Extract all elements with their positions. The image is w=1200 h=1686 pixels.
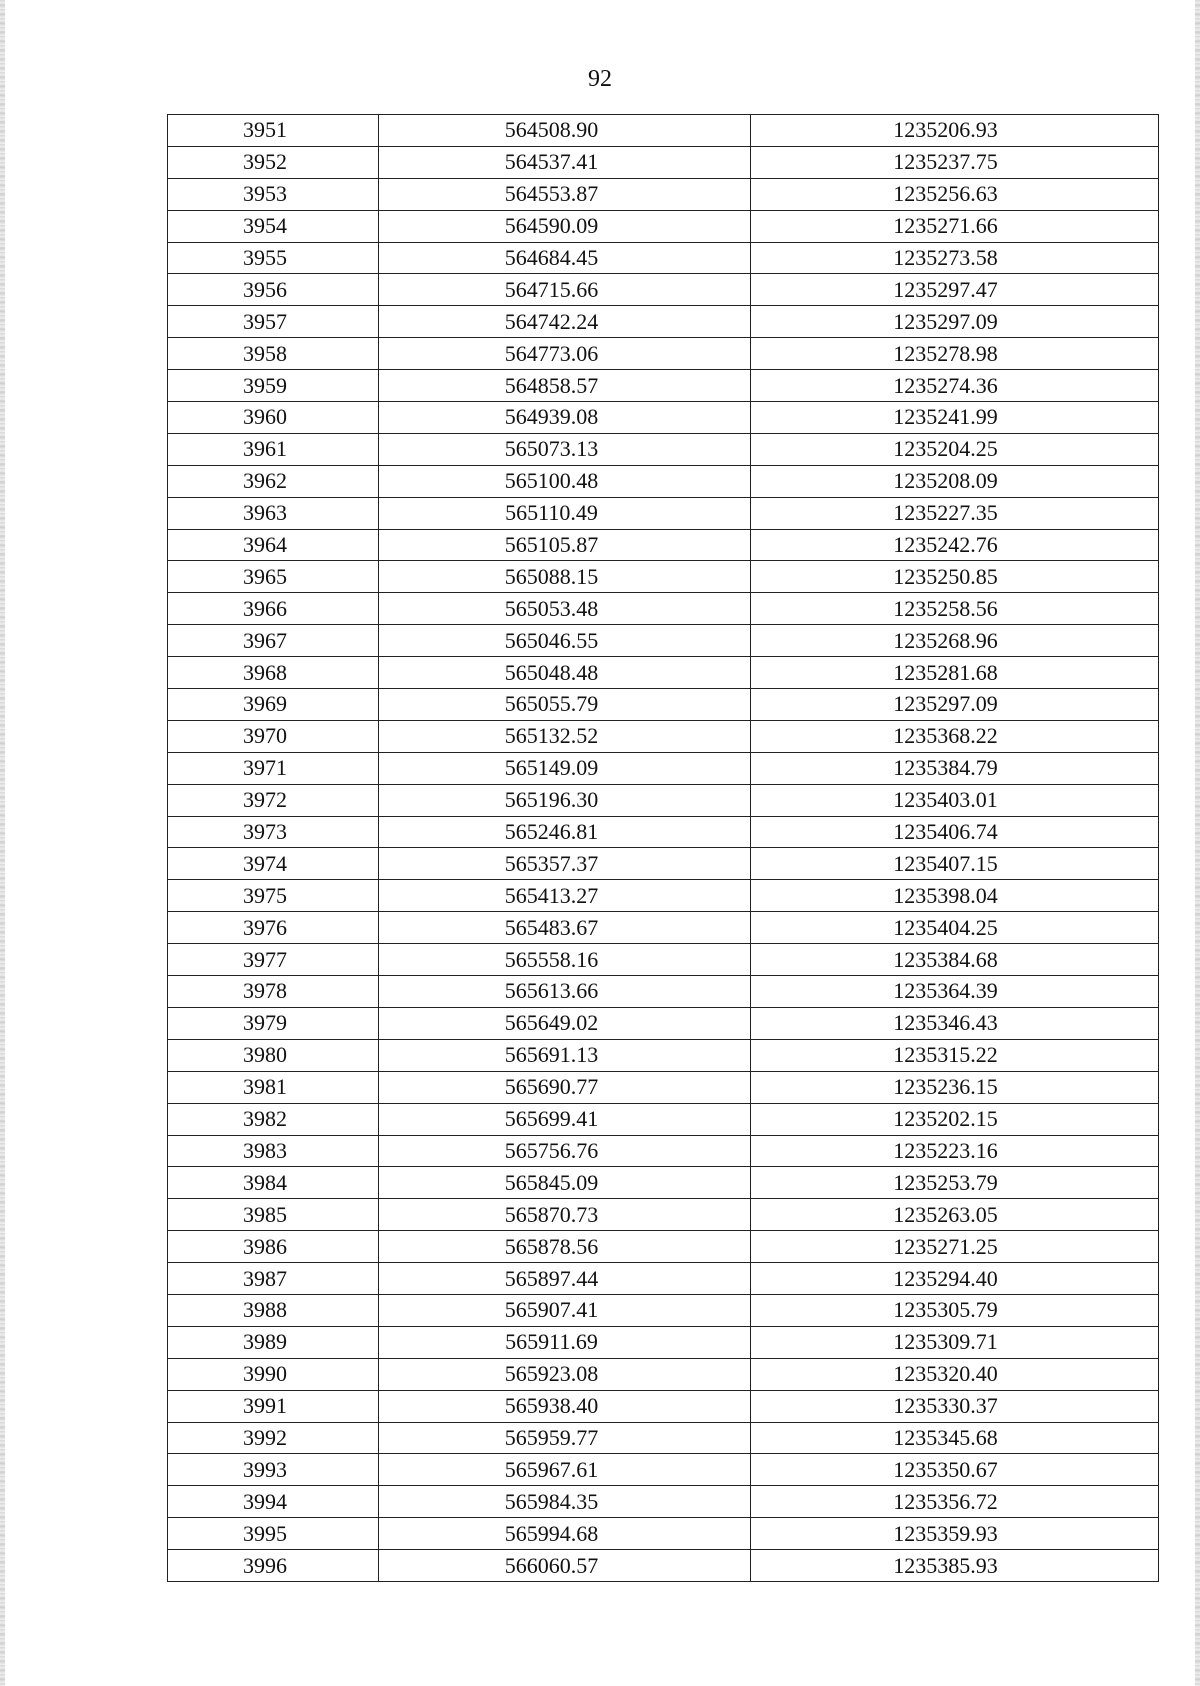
table-row	[168, 912, 1159, 944]
table-row	[168, 1358, 1159, 1390]
y-coordinate-cell: 1235297.09	[751, 306, 1159, 338]
coordinate-table	[167, 114, 1159, 1582]
table-row	[168, 402, 1159, 434]
x-coordinate-cell: 565756.76	[379, 1135, 751, 1167]
point-id-cell: 3961	[168, 433, 379, 465]
point-id-cell: 3994	[168, 1486, 379, 1518]
x-coordinate-cell: 565073.13	[379, 433, 751, 465]
y-coordinate-cell: 1235237.75	[751, 146, 1159, 178]
x-coordinate-cell: 564939.08	[379, 402, 751, 434]
y-coordinate-cell: 1235274.36	[751, 370, 1159, 402]
x-coordinate-cell: 565691.13	[379, 1039, 751, 1071]
x-coordinate-cell: 565357.37	[379, 848, 751, 880]
point-id-cell: 3981	[168, 1071, 379, 1103]
point-id-cell: 3958	[168, 338, 379, 370]
point-id-cell: 3970	[168, 720, 379, 752]
x-coordinate-cell: 565483.67	[379, 912, 751, 944]
x-coordinate-cell: 564508.90	[379, 115, 751, 147]
x-coordinate-cell: 565613.66	[379, 976, 751, 1008]
x-coordinate-cell: 565870.73	[379, 1199, 751, 1231]
point-id-cell: 3972	[168, 784, 379, 816]
x-coordinate-cell: 565558.16	[379, 944, 751, 976]
y-coordinate-cell: 1235271.66	[751, 210, 1159, 242]
table-row	[168, 178, 1159, 210]
x-coordinate-cell: 565100.48	[379, 465, 751, 497]
coordinate-table-body	[168, 115, 1159, 1582]
point-id-cell: 3993	[168, 1454, 379, 1486]
x-coordinate-cell: 565088.15	[379, 561, 751, 593]
y-coordinate-cell: 1235241.99	[751, 402, 1159, 434]
x-coordinate-cell: 564715.66	[379, 274, 751, 306]
point-id-cell: 3975	[168, 880, 379, 912]
table-row	[168, 465, 1159, 497]
point-id-cell: 3974	[168, 848, 379, 880]
table-row	[168, 1422, 1159, 1454]
y-coordinate-cell: 1235281.68	[751, 657, 1159, 689]
table-row	[168, 1199, 1159, 1231]
point-id-cell: 3985	[168, 1199, 379, 1231]
y-coordinate-cell: 1235359.93	[751, 1518, 1159, 1550]
point-id-cell: 3988	[168, 1294, 379, 1326]
table-row	[168, 115, 1159, 147]
x-coordinate-cell: 565132.52	[379, 720, 751, 752]
x-coordinate-cell: 564553.87	[379, 178, 751, 210]
x-coordinate-cell: 564590.09	[379, 210, 751, 242]
point-id-cell: 3960	[168, 402, 379, 434]
table-row	[168, 433, 1159, 465]
x-coordinate-cell: 566060.57	[379, 1550, 751, 1582]
point-id-cell: 3977	[168, 944, 379, 976]
y-coordinate-cell: 1235202.15	[751, 1103, 1159, 1135]
x-coordinate-cell: 565046.55	[379, 625, 751, 657]
x-coordinate-cell: 565246.81	[379, 816, 751, 848]
table-row	[168, 976, 1159, 1008]
point-id-cell: 3990	[168, 1358, 379, 1390]
point-id-cell: 3995	[168, 1518, 379, 1550]
y-coordinate-cell: 1235223.16	[751, 1135, 1159, 1167]
y-coordinate-cell: 1235398.04	[751, 880, 1159, 912]
x-coordinate-cell: 565110.49	[379, 497, 751, 529]
y-coordinate-cell: 1235364.39	[751, 976, 1159, 1008]
x-coordinate-cell: 565911.69	[379, 1326, 751, 1358]
x-coordinate-cell: 565923.08	[379, 1358, 751, 1390]
point-id-cell: 3971	[168, 752, 379, 784]
table-row	[168, 338, 1159, 370]
y-coordinate-cell: 1235320.40	[751, 1358, 1159, 1390]
scan-edge-left	[0, 0, 5, 1686]
x-coordinate-cell: 565994.68	[379, 1518, 751, 1550]
point-id-cell: 3951	[168, 115, 379, 147]
x-coordinate-cell: 565897.44	[379, 1263, 751, 1295]
point-id-cell: 3989	[168, 1326, 379, 1358]
x-coordinate-cell: 565690.77	[379, 1071, 751, 1103]
table-row	[168, 625, 1159, 657]
page-number: 92	[588, 66, 612, 92]
point-id-cell: 3978	[168, 976, 379, 1008]
table-row	[168, 1326, 1159, 1358]
y-coordinate-cell: 1235385.93	[751, 1550, 1159, 1582]
y-coordinate-cell: 1235330.37	[751, 1390, 1159, 1422]
table-row	[168, 529, 1159, 561]
x-coordinate-cell: 565105.87	[379, 529, 751, 561]
y-coordinate-cell: 1235258.56	[751, 593, 1159, 625]
table-row	[168, 880, 1159, 912]
y-coordinate-cell: 1235407.15	[751, 848, 1159, 880]
y-coordinate-cell: 1235350.67	[751, 1454, 1159, 1486]
point-id-cell: 3983	[168, 1135, 379, 1167]
x-coordinate-cell: 565699.41	[379, 1103, 751, 1135]
x-coordinate-cell: 565907.41	[379, 1294, 751, 1326]
point-id-cell: 3967	[168, 625, 379, 657]
point-id-cell: 3982	[168, 1103, 379, 1135]
x-coordinate-cell: 565413.27	[379, 880, 751, 912]
x-coordinate-cell: 565878.56	[379, 1231, 751, 1263]
point-id-cell: 3973	[168, 816, 379, 848]
y-coordinate-cell: 1235253.79	[751, 1167, 1159, 1199]
table-row	[168, 242, 1159, 274]
point-id-cell: 3996	[168, 1550, 379, 1582]
table-row	[168, 210, 1159, 242]
table-row	[168, 1294, 1159, 1326]
point-id-cell: 3954	[168, 210, 379, 242]
table-row	[168, 848, 1159, 880]
point-id-cell: 3984	[168, 1167, 379, 1199]
table-row	[168, 1454, 1159, 1486]
scan-edge-right	[1195, 0, 1200, 1686]
y-coordinate-cell: 1235384.68	[751, 944, 1159, 976]
y-coordinate-cell: 1235278.98	[751, 338, 1159, 370]
x-coordinate-cell: 564684.45	[379, 242, 751, 274]
y-coordinate-cell: 1235236.15	[751, 1071, 1159, 1103]
point-id-cell: 3980	[168, 1039, 379, 1071]
point-id-cell: 3953	[168, 178, 379, 210]
point-id-cell: 3969	[168, 689, 379, 721]
y-coordinate-cell: 1235346.43	[751, 1007, 1159, 1039]
y-coordinate-cell: 1235315.22	[751, 1039, 1159, 1071]
y-coordinate-cell: 1235204.25	[751, 433, 1159, 465]
y-coordinate-cell: 1235305.79	[751, 1294, 1159, 1326]
point-id-cell: 3991	[168, 1390, 379, 1422]
point-id-cell: 3964	[168, 529, 379, 561]
y-coordinate-cell: 1235242.76	[751, 529, 1159, 561]
table-row	[168, 306, 1159, 338]
x-coordinate-cell: 565649.02	[379, 1007, 751, 1039]
y-coordinate-cell: 1235345.68	[751, 1422, 1159, 1454]
point-id-cell: 3962	[168, 465, 379, 497]
table-row	[168, 593, 1159, 625]
table-row	[168, 1103, 1159, 1135]
y-coordinate-cell: 1235268.96	[751, 625, 1159, 657]
table-row	[168, 370, 1159, 402]
point-id-cell: 3966	[168, 593, 379, 625]
table-row	[168, 274, 1159, 306]
table-row	[168, 816, 1159, 848]
x-coordinate-cell: 565196.30	[379, 784, 751, 816]
point-id-cell: 3959	[168, 370, 379, 402]
y-coordinate-cell: 1235406.74	[751, 816, 1159, 848]
table-row	[168, 752, 1159, 784]
y-coordinate-cell: 1235404.25	[751, 912, 1159, 944]
y-coordinate-cell: 1235208.09	[751, 465, 1159, 497]
x-coordinate-cell: 565053.48	[379, 593, 751, 625]
x-coordinate-cell: 565149.09	[379, 752, 751, 784]
table-row	[168, 1390, 1159, 1422]
point-id-cell: 3968	[168, 657, 379, 689]
x-coordinate-cell: 565984.35	[379, 1486, 751, 1518]
y-coordinate-cell: 1235273.58	[751, 242, 1159, 274]
y-coordinate-cell: 1235297.47	[751, 274, 1159, 306]
point-id-cell: 3952	[168, 146, 379, 178]
table-row	[168, 1071, 1159, 1103]
point-id-cell: 3987	[168, 1263, 379, 1295]
y-coordinate-cell: 1235250.85	[751, 561, 1159, 593]
y-coordinate-cell: 1235294.40	[751, 1263, 1159, 1295]
y-coordinate-cell: 1235403.01	[751, 784, 1159, 816]
x-coordinate-cell: 564773.06	[379, 338, 751, 370]
y-coordinate-cell: 1235384.79	[751, 752, 1159, 784]
y-coordinate-cell: 1235368.22	[751, 720, 1159, 752]
y-coordinate-cell: 1235297.09	[751, 689, 1159, 721]
point-id-cell: 3976	[168, 912, 379, 944]
x-coordinate-cell: 564858.57	[379, 370, 751, 402]
y-coordinate-cell: 1235356.72	[751, 1486, 1159, 1518]
point-id-cell: 3986	[168, 1231, 379, 1263]
point-id-cell: 3957	[168, 306, 379, 338]
table-row	[168, 497, 1159, 529]
table-row	[168, 1167, 1159, 1199]
table-row	[168, 689, 1159, 721]
point-id-cell: 3963	[168, 497, 379, 529]
y-coordinate-cell: 1235256.63	[751, 178, 1159, 210]
table-row	[168, 1486, 1159, 1518]
table-row	[168, 1135, 1159, 1167]
x-coordinate-cell: 565048.48	[379, 657, 751, 689]
x-coordinate-cell: 565845.09	[379, 1167, 751, 1199]
y-coordinate-cell: 1235309.71	[751, 1326, 1159, 1358]
table-row	[168, 1007, 1159, 1039]
table-row	[168, 561, 1159, 593]
x-coordinate-cell: 565959.77	[379, 1422, 751, 1454]
table-row	[168, 146, 1159, 178]
point-id-cell: 3956	[168, 274, 379, 306]
table-row	[168, 657, 1159, 689]
table-row	[168, 944, 1159, 976]
table-row	[168, 1231, 1159, 1263]
y-coordinate-cell: 1235227.35	[751, 497, 1159, 529]
x-coordinate-cell: 565938.40	[379, 1390, 751, 1422]
y-coordinate-cell: 1235271.25	[751, 1231, 1159, 1263]
y-coordinate-cell: 1235206.93	[751, 115, 1159, 147]
y-coordinate-cell: 1235263.05	[751, 1199, 1159, 1231]
table-row	[168, 1039, 1159, 1071]
x-coordinate-cell: 564742.24	[379, 306, 751, 338]
x-coordinate-cell: 564537.41	[379, 146, 751, 178]
x-coordinate-cell: 565967.61	[379, 1454, 751, 1486]
point-id-cell: 3992	[168, 1422, 379, 1454]
point-id-cell: 3979	[168, 1007, 379, 1039]
table-row	[168, 784, 1159, 816]
point-id-cell: 3955	[168, 242, 379, 274]
table-row	[168, 720, 1159, 752]
table-row	[168, 1263, 1159, 1295]
point-id-cell: 3965	[168, 561, 379, 593]
table-row	[168, 1550, 1159, 1582]
table-row	[168, 1518, 1159, 1550]
x-coordinate-cell: 565055.79	[379, 689, 751, 721]
